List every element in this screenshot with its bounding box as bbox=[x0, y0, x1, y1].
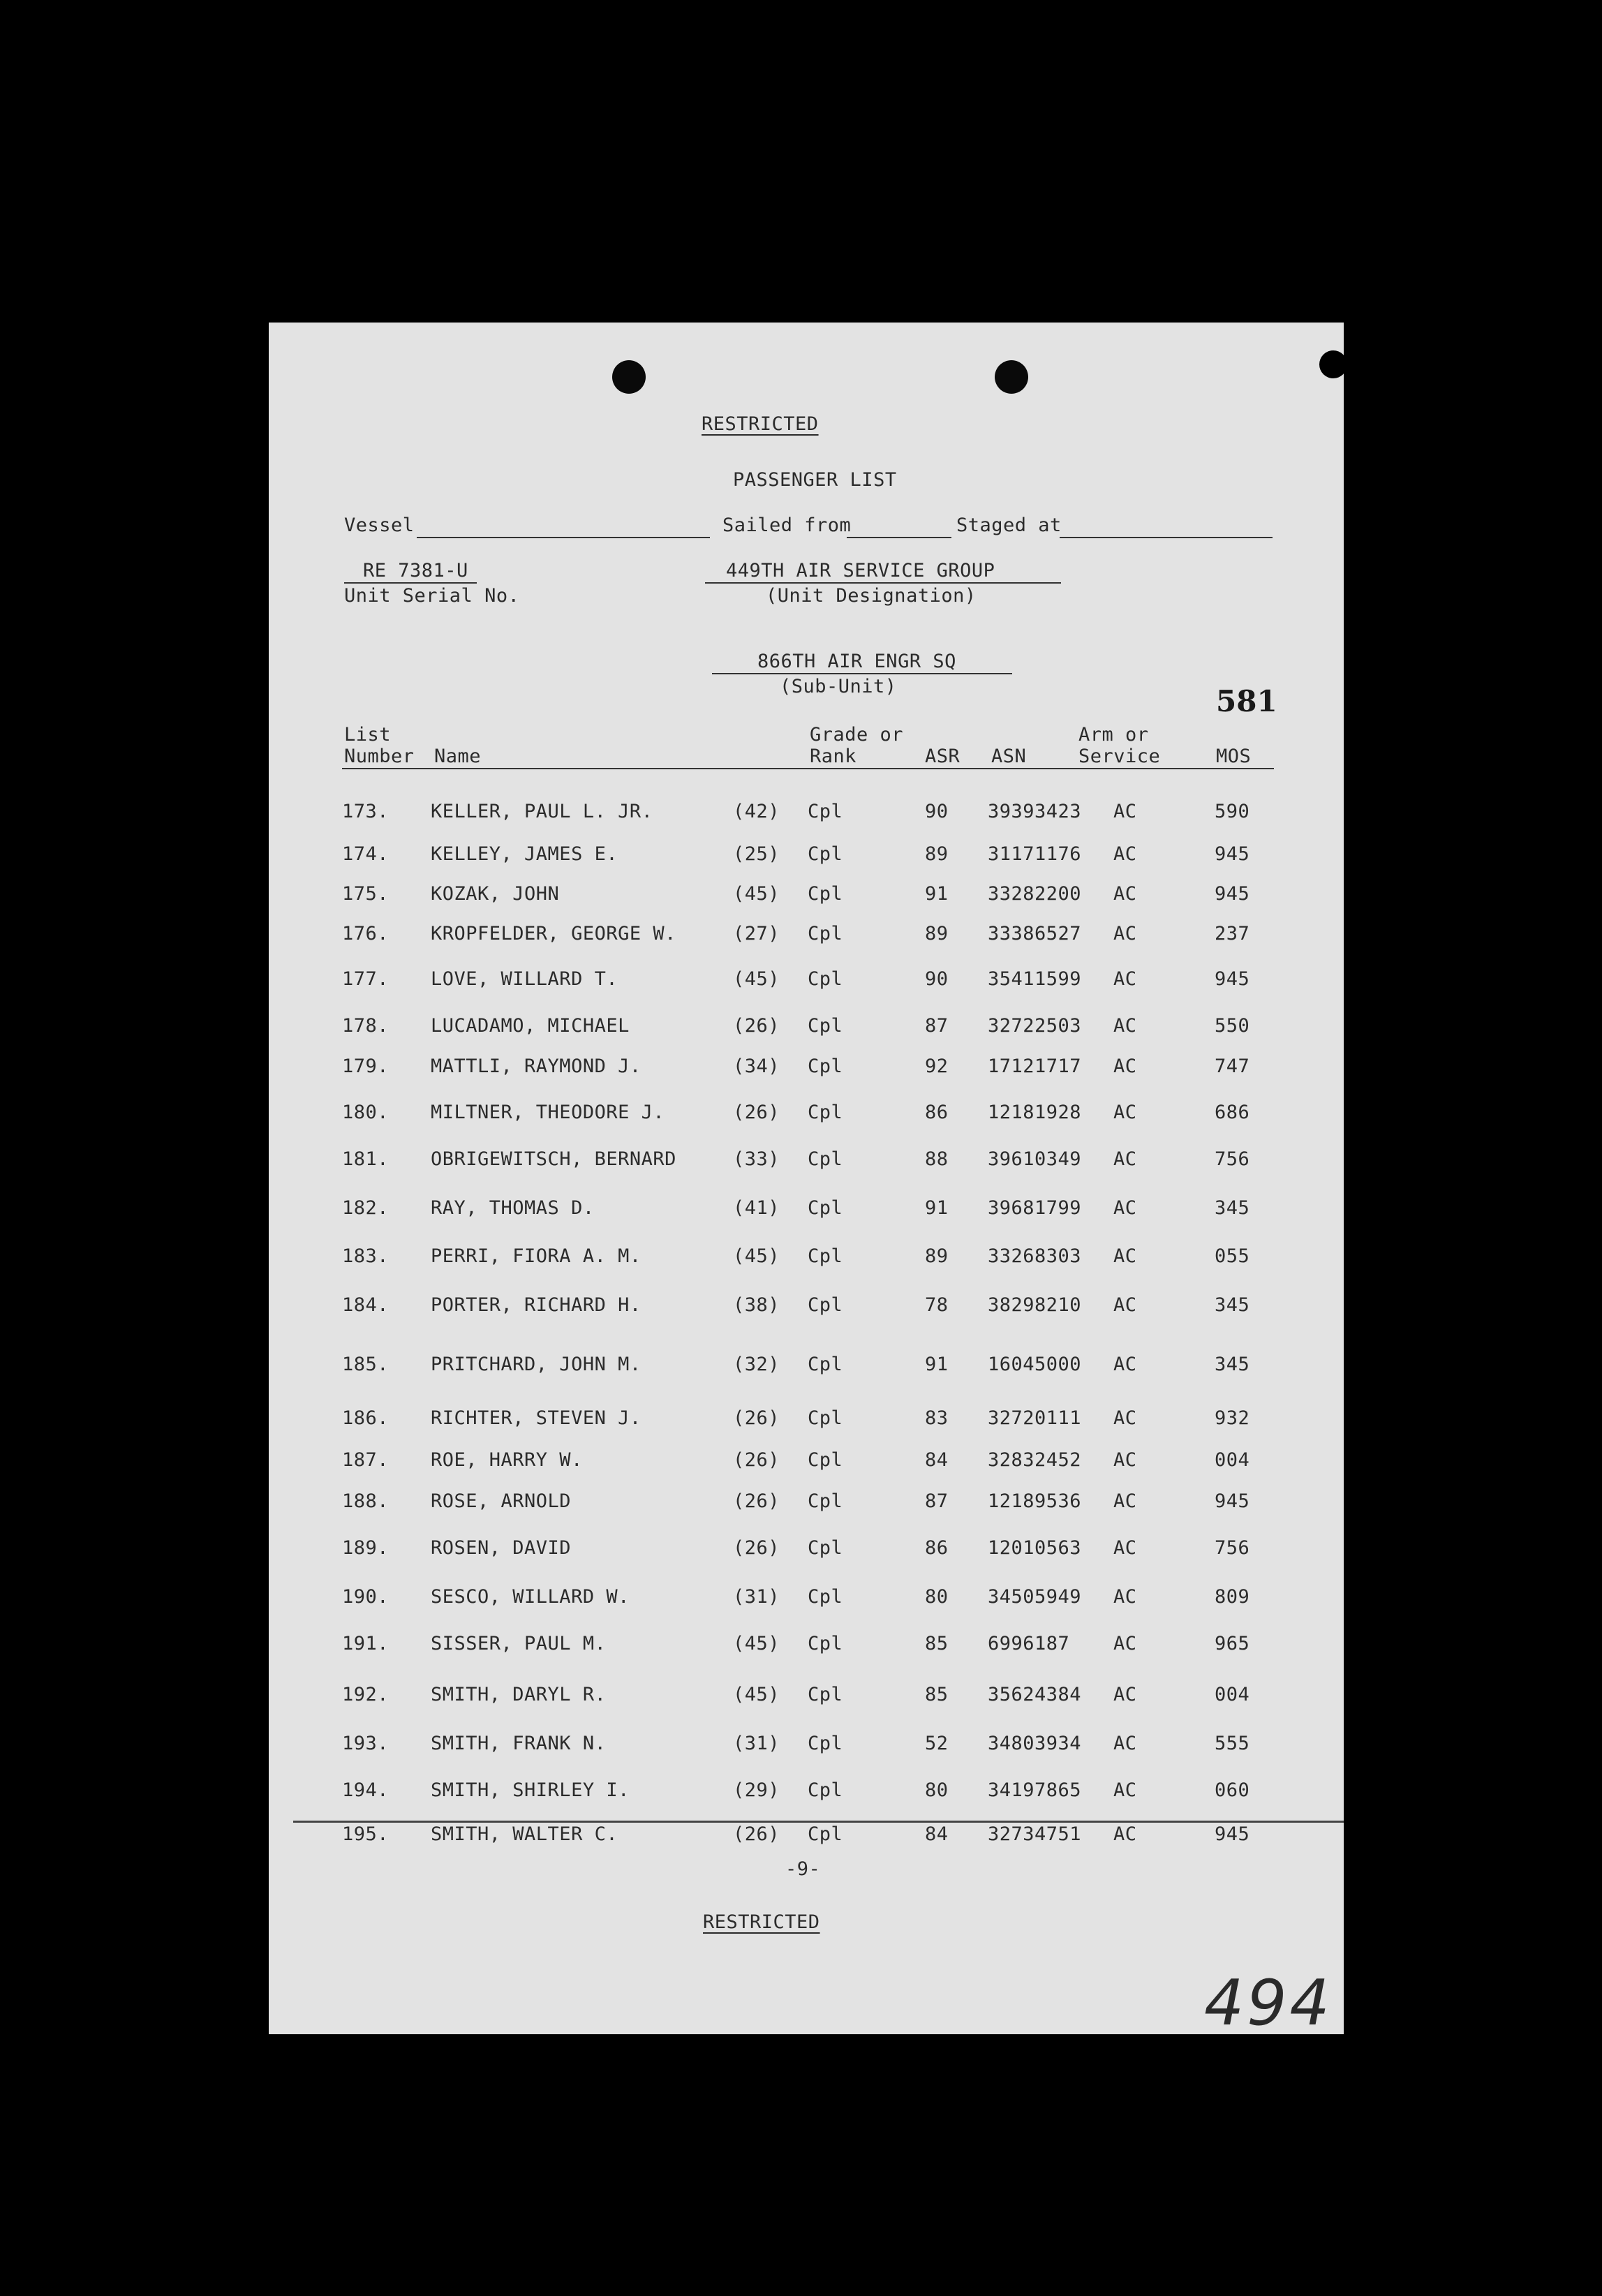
row-grade: Cpl bbox=[808, 1779, 843, 1801]
row-age-code: (31) bbox=[733, 1586, 780, 1608]
row-age-code: (45) bbox=[733, 968, 780, 990]
row-mos: 756 bbox=[1215, 1148, 1250, 1170]
sailed-from-line bbox=[847, 537, 951, 538]
row-asn: 12181928 bbox=[988, 1102, 1082, 1123]
row-passenger-name: RICHTER, STEVEN J. bbox=[431, 1407, 641, 1429]
row-list-number: 189. bbox=[342, 1537, 390, 1559]
staged-at-line bbox=[1060, 537, 1273, 538]
row-passenger-name: ROSEN, DAVID bbox=[431, 1537, 572, 1559]
row-asn: 34803934 bbox=[988, 1733, 1082, 1754]
col-asn: ASN bbox=[991, 746, 1027, 767]
row-age-code: (45) bbox=[733, 883, 780, 905]
row-list-number: 188. bbox=[342, 1490, 390, 1512]
col-list-number-2: Number bbox=[344, 746, 415, 767]
row-grade: Cpl bbox=[808, 1015, 843, 1037]
row-age-code: (34) bbox=[733, 1056, 780, 1077]
row-passenger-name: KROPFELDER, GEORGE W. bbox=[431, 923, 676, 945]
row-mos: 060 bbox=[1215, 1779, 1250, 1801]
row-grade: Cpl bbox=[808, 1102, 843, 1123]
col-asr: ASR bbox=[925, 746, 961, 767]
row-arm-service: AC bbox=[1113, 1197, 1137, 1219]
row-age-code: (26) bbox=[733, 1407, 780, 1429]
row-arm-service: AC bbox=[1113, 1633, 1137, 1654]
row-asn: 32734751 bbox=[988, 1823, 1082, 1845]
row-age-code: (26) bbox=[733, 1537, 780, 1559]
row-age-code: (26) bbox=[733, 1449, 780, 1471]
row-age-code: (27) bbox=[733, 923, 780, 945]
row-arm-service: AC bbox=[1113, 1294, 1137, 1316]
row-list-number: 174. bbox=[342, 843, 390, 865]
row-passenger-name: SMITH, DARYL R. bbox=[431, 1684, 607, 1705]
row-asn: 34197865 bbox=[988, 1779, 1082, 1801]
row-asr: 89 bbox=[925, 923, 949, 945]
row-asn: 34505949 bbox=[988, 1586, 1082, 1608]
unit-designation-value: 449TH AIR SERVICE GROUP bbox=[726, 560, 995, 582]
row-age-code: (29) bbox=[733, 1779, 780, 1801]
row-asn: 35624384 bbox=[988, 1684, 1082, 1705]
row-asr: 88 bbox=[925, 1148, 949, 1170]
row-arm-service: AC bbox=[1113, 1056, 1137, 1077]
row-mos: 555 bbox=[1215, 1733, 1250, 1754]
row-age-code: (45) bbox=[733, 1245, 780, 1267]
row-grade: Cpl bbox=[808, 1294, 843, 1316]
row-asn: 32722503 bbox=[988, 1015, 1082, 1037]
row-age-code: (26) bbox=[733, 1823, 780, 1845]
row-passenger-name: SISSER, PAUL M. bbox=[431, 1633, 607, 1654]
punch-hole-right bbox=[995, 360, 1028, 394]
row-arm-service: AC bbox=[1113, 1490, 1137, 1512]
row-age-code: (31) bbox=[733, 1733, 780, 1754]
row-grade: Cpl bbox=[808, 843, 843, 865]
row-asn: 12010563 bbox=[988, 1537, 1082, 1559]
col-mos: MOS bbox=[1216, 746, 1252, 767]
row-asr: 91 bbox=[925, 883, 949, 905]
row-mos: 945 bbox=[1215, 883, 1250, 905]
row-asr: 87 bbox=[925, 1015, 949, 1037]
row-age-code: (45) bbox=[733, 1633, 780, 1654]
sailed-from-label: Sailed from bbox=[722, 514, 852, 536]
row-list-number: 183. bbox=[342, 1245, 390, 1267]
row-list-number: 186. bbox=[342, 1407, 390, 1429]
col-arm-1: Arm or bbox=[1078, 724, 1149, 746]
row-grade: Cpl bbox=[808, 1245, 843, 1267]
column-header-rule bbox=[342, 768, 1274, 769]
sub-unit-value: 866TH AIR ENGR SQ bbox=[757, 651, 956, 672]
row-asn: 16045000 bbox=[988, 1354, 1082, 1375]
row-grade: Cpl bbox=[808, 1586, 843, 1608]
row-mos: 055 bbox=[1215, 1245, 1250, 1267]
row-age-code: (26) bbox=[733, 1102, 780, 1123]
row-mos: 345 bbox=[1215, 1197, 1250, 1219]
restricted-header: RESTRICTED bbox=[702, 413, 819, 435]
row-arm-service: AC bbox=[1113, 1733, 1137, 1754]
row-list-number: 173. bbox=[342, 801, 390, 822]
row-asn: 33268303 bbox=[988, 1245, 1082, 1267]
row-asn: 32832452 bbox=[988, 1449, 1082, 1471]
row-asn: 31171176 bbox=[988, 843, 1082, 865]
row-list-number: 195. bbox=[342, 1823, 390, 1845]
document-page bbox=[269, 323, 1344, 2040]
row-asn: 33386527 bbox=[988, 923, 1082, 945]
row-asr: 80 bbox=[925, 1779, 949, 1801]
row-list-number: 194. bbox=[342, 1779, 390, 1801]
row-list-number: 182. bbox=[342, 1197, 390, 1219]
row-list-number: 176. bbox=[342, 923, 390, 945]
row-grade: Cpl bbox=[808, 923, 843, 945]
unit-serial-value: RE 7381-U bbox=[363, 560, 468, 582]
row-mos: 945 bbox=[1215, 968, 1250, 990]
row-asr: 84 bbox=[925, 1823, 949, 1845]
row-asr: 52 bbox=[925, 1733, 949, 1754]
document-title: PASSENGER LIST bbox=[733, 469, 897, 491]
row-arm-service: AC bbox=[1113, 1148, 1137, 1170]
row-asr: 89 bbox=[925, 843, 949, 865]
row-list-number: 192. bbox=[342, 1684, 390, 1705]
row-asn: 35411599 bbox=[988, 968, 1082, 990]
row-list-number: 181. bbox=[342, 1148, 390, 1170]
row-asr: 89 bbox=[925, 1245, 949, 1267]
row-arm-service: AC bbox=[1113, 1537, 1137, 1559]
unit-designation-line bbox=[705, 582, 1061, 584]
row-asr: 91 bbox=[925, 1354, 949, 1375]
row-mos: 686 bbox=[1215, 1102, 1250, 1123]
row-passenger-name: RAY, THOMAS D. bbox=[431, 1197, 595, 1219]
unit-serial-label: Unit Serial No. bbox=[344, 585, 520, 607]
row-mos: 747 bbox=[1215, 1056, 1250, 1077]
row-mos: 550 bbox=[1215, 1015, 1250, 1037]
row-passenger-name: SMITH, FRANK N. bbox=[431, 1733, 607, 1754]
row-grade: Cpl bbox=[808, 968, 843, 990]
row-arm-service: AC bbox=[1113, 1449, 1137, 1471]
row-grade: Cpl bbox=[808, 1197, 843, 1219]
handwritten-number: 494 bbox=[1204, 1967, 1333, 2040]
strike-line bbox=[293, 1821, 1344, 1823]
col-arm-2: Service bbox=[1078, 746, 1161, 767]
col-grade-1: Grade or bbox=[810, 724, 904, 746]
row-arm-service: AC bbox=[1113, 1015, 1137, 1037]
row-mos: 932 bbox=[1215, 1407, 1250, 1429]
row-asr: 78 bbox=[925, 1294, 949, 1316]
row-arm-service: AC bbox=[1113, 1407, 1137, 1429]
row-mos: 945 bbox=[1215, 1823, 1250, 1845]
row-mos: 965 bbox=[1215, 1633, 1250, 1654]
row-asn: 39393423 bbox=[988, 801, 1082, 822]
row-passenger-name: SMITH, WALTER C. bbox=[431, 1823, 618, 1845]
row-asn: 33282200 bbox=[988, 883, 1082, 905]
unit-designation-label: (Unit Designation) bbox=[766, 585, 977, 607]
row-age-code: (33) bbox=[733, 1148, 780, 1170]
sub-unit-label: (Sub-Unit) bbox=[780, 676, 897, 697]
row-passenger-name: PRITCHARD, JOHN M. bbox=[431, 1354, 641, 1375]
row-mos: 945 bbox=[1215, 1490, 1250, 1512]
row-grade: Cpl bbox=[808, 1633, 843, 1654]
punch-hole-left bbox=[612, 360, 646, 394]
row-asn: 38298210 bbox=[988, 1294, 1082, 1316]
row-grade: Cpl bbox=[808, 1056, 843, 1077]
row-passenger-name: SMITH, SHIRLEY I. bbox=[431, 1779, 630, 1801]
row-asr: 85 bbox=[925, 1684, 949, 1705]
row-mos: 345 bbox=[1215, 1294, 1250, 1316]
col-grade-2: Rank bbox=[810, 746, 857, 767]
row-age-code: (25) bbox=[733, 843, 780, 865]
row-asn: 39681799 bbox=[988, 1197, 1082, 1219]
col-name: Name bbox=[434, 746, 482, 767]
row-age-code: (41) bbox=[733, 1197, 780, 1219]
row-asn: 12189536 bbox=[988, 1490, 1082, 1512]
row-grade: Cpl bbox=[808, 1449, 843, 1471]
row-arm-service: AC bbox=[1113, 1586, 1137, 1608]
row-age-code: (26) bbox=[733, 1015, 780, 1037]
row-asr: 86 bbox=[925, 1537, 949, 1559]
row-passenger-name: LUCADAMO, MICHAEL bbox=[431, 1015, 630, 1037]
sub-unit-line bbox=[712, 673, 1012, 674]
vessel-label: Vessel bbox=[344, 514, 415, 536]
row-grade: Cpl bbox=[808, 1733, 843, 1754]
row-arm-service: AC bbox=[1113, 801, 1137, 822]
row-list-number: 180. bbox=[342, 1102, 390, 1123]
row-asn: 39610349 bbox=[988, 1148, 1082, 1170]
row-mos: 345 bbox=[1215, 1354, 1250, 1375]
row-arm-service: AC bbox=[1113, 1245, 1137, 1267]
row-passenger-name: SESCO, WILLARD W. bbox=[431, 1586, 630, 1608]
row-age-code: (26) bbox=[733, 1490, 780, 1512]
row-passenger-name: ROE, HARRY W. bbox=[431, 1449, 583, 1471]
row-asr: 90 bbox=[925, 968, 949, 990]
row-arm-service: AC bbox=[1113, 883, 1137, 905]
row-list-number: 187. bbox=[342, 1449, 390, 1471]
row-list-number: 185. bbox=[342, 1354, 390, 1375]
row-grade: Cpl bbox=[808, 1407, 843, 1429]
row-arm-service: AC bbox=[1113, 968, 1137, 990]
row-arm-service: AC bbox=[1113, 843, 1137, 865]
row-grade: Cpl bbox=[808, 883, 843, 905]
row-passenger-name: MILTNER, THEODORE J. bbox=[431, 1102, 665, 1123]
row-passenger-name: KOZAK, JOHN bbox=[431, 883, 560, 905]
row-passenger-name: PERRI, FIORA A. M. bbox=[431, 1245, 641, 1267]
row-grade: Cpl bbox=[808, 1823, 843, 1845]
row-asr: 83 bbox=[925, 1407, 949, 1429]
row-age-code: (32) bbox=[733, 1354, 780, 1375]
col-list-number-1: List bbox=[344, 724, 392, 746]
row-passenger-name: KELLEY, JAMES E. bbox=[431, 843, 618, 865]
row-age-code: (42) bbox=[733, 801, 780, 822]
row-passenger-name: KELLER, PAUL L. JR. bbox=[431, 801, 653, 822]
row-asr: 84 bbox=[925, 1449, 949, 1471]
row-arm-service: AC bbox=[1113, 923, 1137, 945]
row-list-number: 179. bbox=[342, 1056, 390, 1077]
row-list-number: 178. bbox=[342, 1015, 390, 1037]
row-asr: 85 bbox=[925, 1633, 949, 1654]
row-asr: 86 bbox=[925, 1102, 949, 1123]
row-arm-service: AC bbox=[1113, 1102, 1137, 1123]
row-asr: 80 bbox=[925, 1586, 949, 1608]
row-arm-service: AC bbox=[1113, 1823, 1137, 1845]
row-list-number: 190. bbox=[342, 1586, 390, 1608]
vessel-line bbox=[417, 537, 710, 538]
stamp-number: 581 bbox=[1216, 684, 1277, 718]
row-asr: 90 bbox=[925, 801, 949, 822]
row-mos: 809 bbox=[1215, 1586, 1250, 1608]
staged-at-label: Staged at bbox=[956, 514, 1062, 536]
row-list-number: 184. bbox=[342, 1294, 390, 1316]
row-grade: Cpl bbox=[808, 1684, 843, 1705]
row-asr: 92 bbox=[925, 1056, 949, 1077]
row-grade: Cpl bbox=[808, 1354, 843, 1375]
row-mos: 756 bbox=[1215, 1537, 1250, 1559]
row-list-number: 193. bbox=[342, 1733, 390, 1754]
row-mos: 945 bbox=[1215, 843, 1250, 865]
edge-notch bbox=[1319, 350, 1347, 378]
row-grade: Cpl bbox=[808, 1537, 843, 1559]
unit-serial-line bbox=[344, 582, 477, 584]
row-passenger-name: PORTER, RICHARD H. bbox=[431, 1294, 641, 1316]
row-mos: 590 bbox=[1215, 801, 1250, 822]
row-mos: 237 bbox=[1215, 923, 1250, 945]
row-list-number: 177. bbox=[342, 968, 390, 990]
restricted-footer: RESTRICTED bbox=[703, 1911, 820, 1933]
row-list-number: 191. bbox=[342, 1633, 390, 1654]
row-arm-service: AC bbox=[1113, 1354, 1137, 1375]
row-passenger-name: ROSE, ARNOLD bbox=[431, 1490, 572, 1512]
row-mos: 004 bbox=[1215, 1684, 1250, 1705]
row-arm-service: AC bbox=[1113, 1684, 1137, 1705]
page-number: -9- bbox=[785, 1858, 821, 1880]
row-passenger-name: LOVE, WILLARD T. bbox=[431, 968, 618, 990]
row-age-code: (38) bbox=[733, 1294, 780, 1316]
row-asn: 32720111 bbox=[988, 1407, 1082, 1429]
row-asn: 17121717 bbox=[988, 1056, 1082, 1077]
row-asn: 6996187 bbox=[988, 1633, 1070, 1654]
row-asr: 91 bbox=[925, 1197, 949, 1219]
row-passenger-name: OBRIGEWITSCH, BERNARD bbox=[431, 1148, 676, 1170]
row-mos: 004 bbox=[1215, 1449, 1250, 1471]
row-asr: 87 bbox=[925, 1490, 949, 1512]
row-grade: Cpl bbox=[808, 801, 843, 822]
row-list-number: 175. bbox=[342, 883, 390, 905]
row-grade: Cpl bbox=[808, 1148, 843, 1170]
row-passenger-name: MATTLI, RAYMOND J. bbox=[431, 1056, 641, 1077]
row-age-code: (45) bbox=[733, 1684, 780, 1705]
row-grade: Cpl bbox=[808, 1490, 843, 1512]
row-arm-service: AC bbox=[1113, 1779, 1137, 1801]
